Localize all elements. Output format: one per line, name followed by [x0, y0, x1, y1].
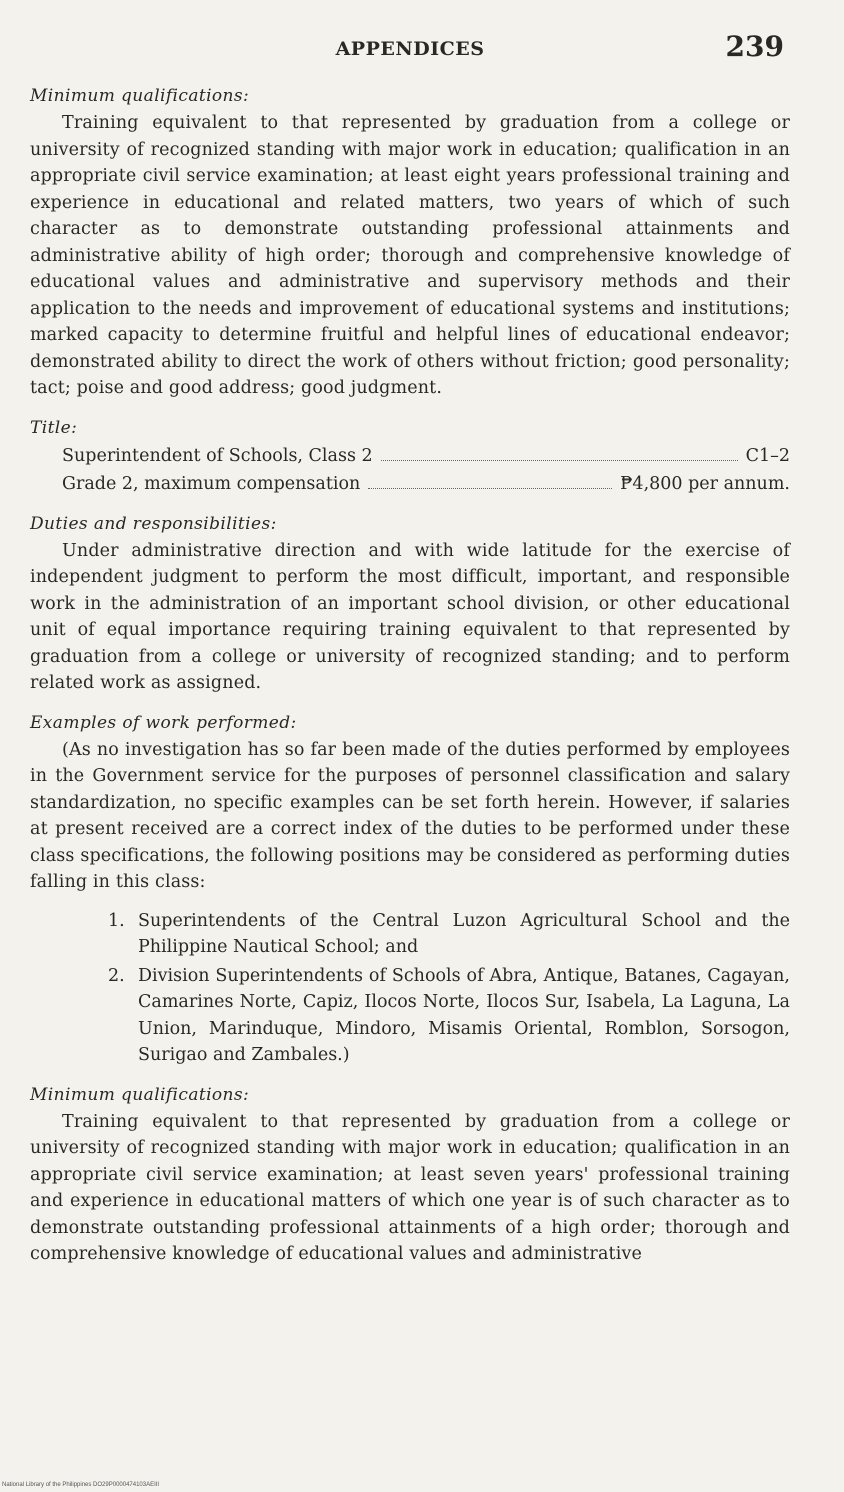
class-title: Superintendent of Schools, Class 2 [62, 445, 373, 466]
document-page [30, 28, 790, 1268]
section-paragraph: Training equivalent to that represented by graduation from a college or university of recognized standing with major work in education; qualification in an appropriate civil service examination; at least eight years professional training and experience in educational and related matters, two years of which of such character as to demonstrate outstanding professional attainments and administrative ability of high order; thorough and comprehensive knowledge of educational values and administrative and supervisory methods and their application to the needs and improvement of educational systems and institutions; marked capacity to determine fruitful and helpful lines of educational endeavor; demonstrated ability to direct the work of others without friction; good personality; tact; poise and good address; good judgment. [30, 113, 790, 398]
page-number: 239 [725, 30, 784, 63]
section-heading: Duties and responsibilities: [30, 513, 277, 534]
grade-label: Grade 2, maximum compensation [62, 473, 361, 494]
scan-footer-text: National Library of the Philippines DO29P0000474103AEIII [2, 1482, 160, 1488]
duties-section [30, 514, 790, 697]
section-heading: Minimum qualifications: [30, 1084, 250, 1105]
page-header [30, 28, 790, 70]
list-item-text: Division Superintendents of Schools of Abra, Antique, Batanes, Cagayan, Camarines Norte, Capiz, Ilocos Norte, Ilocos Sur, Isabela, La Laguna, La Union, Marinduque, Mindoro, Misamis Oriental, Romblon, Sorsogon, Surigao and Zambales.) [138, 965, 790, 1065]
list-item-number: 1. [108, 910, 125, 931]
running-title: APPENDICES [335, 38, 485, 60]
list-item [108, 963, 790, 1069]
minimum-qualifications-section [30, 86, 790, 402]
compensation-value: ₱4,800 per annum. [620, 473, 790, 494]
section-paragraph: Training equivalent to that represented by graduation from a college or university of recognized standing with major work in education; qualification in an appropriate civil service examination; at least seven years' professional training and experience in educational matters of which one year is of such character as to demonstrate outstanding professional attainments of a high order; thorough and comprehensive knowledge of educational values and administrative [30, 1111, 790, 1264]
list-item-text: Superintendents of the Central Luzon Agricultural School and the Philippine Nautical School; and [138, 910, 790, 957]
section-heading: Minimum qualifications: [30, 86, 250, 106]
compensation-line [62, 470, 790, 498]
examples-section [30, 713, 790, 1069]
leader-dots [381, 460, 738, 461]
section-paragraph: (As no investigation has so far been made of the duties performed by employees in the Government service for the purposes of personnel classification and salary standardization, no specific examples can be set forth herein. However, if salaries at present received are a correct index of the duties to be performed under these class specifications, the following positions may be considered as performing duties falling in this class: [30, 739, 790, 892]
list-item-number: 2. [108, 965, 125, 986]
examples-list [30, 908, 790, 1069]
list-item [108, 908, 790, 961]
section-paragraph: Under administrative direction and with wide latitude for the exercise of independent judgment to perform the most difficult, important, and responsible work in the administration of an important school division, or other educational unit of equal importance requiring training equivalent to that represented by graduation from a college or university of recognized standing; and to perform related work as assigned. [30, 540, 790, 693]
class-code: C1–2 [745, 445, 790, 466]
leader-dots [368, 488, 612, 489]
class-title-line [62, 442, 790, 470]
title-section [30, 418, 790, 498]
section-heading: Title: [30, 417, 78, 438]
section-heading: Examples of work performed: [30, 712, 297, 733]
minimum-qualifications-section-2 [30, 1085, 790, 1268]
